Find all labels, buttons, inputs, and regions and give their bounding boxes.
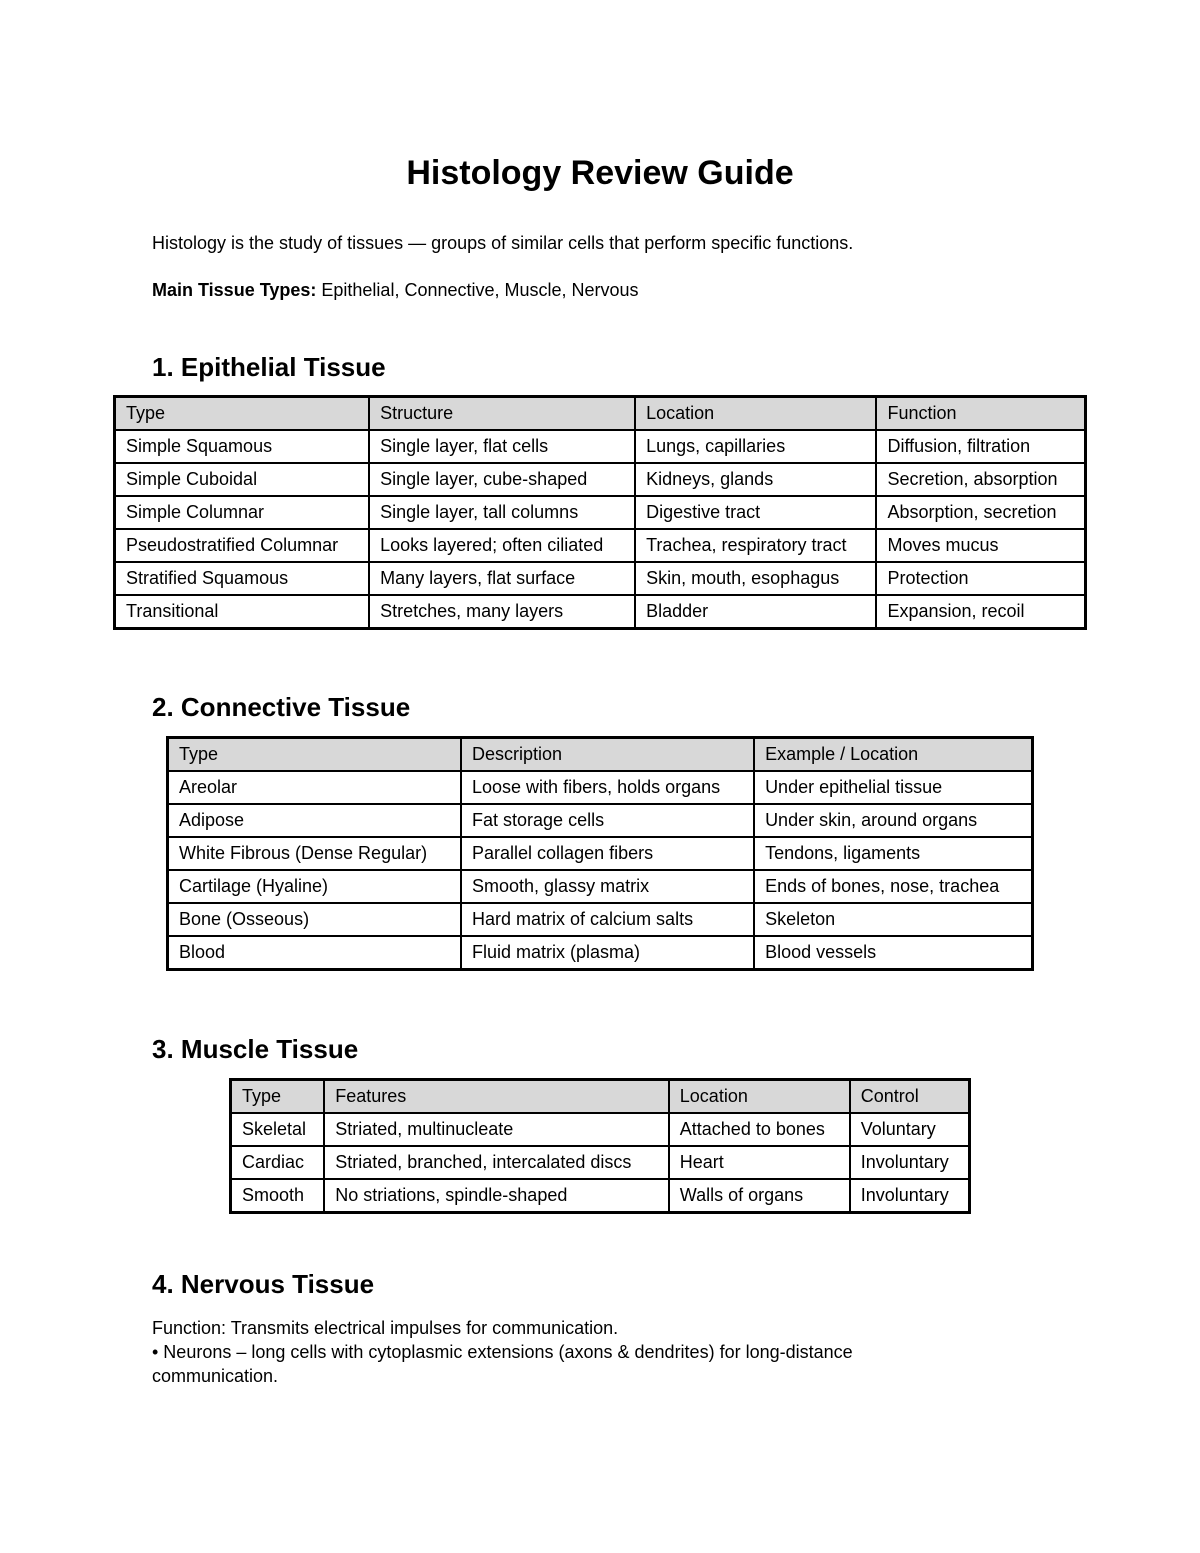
header-cell: Example / Location xyxy=(754,738,1032,772)
table-cell: Lungs, capillaries xyxy=(635,430,876,463)
header-cell: Control xyxy=(850,1080,970,1114)
table-cell: Walls of organs xyxy=(669,1179,850,1213)
table-cell: Attached to bones xyxy=(669,1113,850,1146)
table-cell: Heart xyxy=(669,1146,850,1179)
header-cell: Type xyxy=(115,397,370,431)
table-cell: Smooth xyxy=(231,1179,325,1213)
connective-heading: 2. Connective Tissue xyxy=(152,692,411,722)
table-cell: Pseudostratified Columnar xyxy=(115,529,370,562)
table-cell: Adipose xyxy=(168,804,462,837)
table-cell: Simple Squamous xyxy=(115,430,370,463)
table-cell: Ends of bones, nose, trachea xyxy=(754,870,1032,903)
header-cell: Type xyxy=(168,738,462,772)
table-cell: Bladder xyxy=(635,595,876,629)
table-row xyxy=(231,1113,970,1146)
table-cell: Skin, mouth, esophagus xyxy=(635,562,876,595)
table-cell: White Fibrous (Dense Regular) xyxy=(168,837,462,870)
muscle-table xyxy=(229,1078,971,1214)
table-cell: Under epithelial tissue xyxy=(754,771,1032,804)
table-row xyxy=(115,595,1086,629)
table-cell: Looks layered; often ciliated xyxy=(369,529,635,562)
table-row xyxy=(168,936,1033,970)
table-cell: Simple Columnar xyxy=(115,496,370,529)
nervous-content xyxy=(152,1316,972,1388)
table-cell: Smooth, glassy matrix xyxy=(461,870,754,903)
table-header-row xyxy=(231,1080,970,1114)
table-row xyxy=(168,870,1033,903)
main-tissue-types xyxy=(152,280,639,301)
table-cell: Striated, branched, intercalated discs xyxy=(324,1146,669,1179)
header-cell: Location xyxy=(669,1080,850,1114)
table-row xyxy=(231,1179,970,1213)
main-types-value: Epithelial, Connective, Muscle, Nervous xyxy=(316,280,639,300)
table-row xyxy=(231,1146,970,1179)
table-row xyxy=(168,837,1033,870)
table-cell: Moves mucus xyxy=(876,529,1085,562)
table-cell: Parallel collagen fibers xyxy=(461,837,754,870)
table-cell: Skeleton xyxy=(754,903,1032,936)
table-row xyxy=(115,496,1086,529)
table-row xyxy=(115,430,1086,463)
table-cell: Bone (Osseous) xyxy=(168,903,462,936)
header-cell: Location xyxy=(635,397,876,431)
table-row xyxy=(115,562,1086,595)
table-cell: Cardiac xyxy=(231,1146,325,1179)
muscle-heading: 3. Muscle Tissue xyxy=(152,1034,359,1064)
table-row xyxy=(115,463,1086,496)
header-cell: Type xyxy=(231,1080,325,1114)
table-cell: Absorption, secretion xyxy=(876,496,1085,529)
table-cell: Cartilage (Hyaline) xyxy=(168,870,462,903)
table-cell: No striations, spindle-shaped xyxy=(324,1179,669,1213)
table-cell: Striated, multinucleate xyxy=(324,1113,669,1146)
header-cell: Features xyxy=(324,1080,669,1114)
table-cell: Areolar xyxy=(168,771,462,804)
header-cell: Description xyxy=(461,738,754,772)
nervous-function: Function: Transmits electrical impulses for communication. xyxy=(152,1318,619,1338)
main-types-label: Main Tissue Types: xyxy=(152,280,317,300)
table-cell: Voluntary xyxy=(850,1113,970,1146)
table-cell: Hard matrix of calcium salts xyxy=(461,903,754,936)
table-cell: Single layer, flat cells xyxy=(369,430,635,463)
table-cell: Single layer, tall columns xyxy=(369,496,635,529)
table-cell: Secretion, absorption xyxy=(876,463,1085,496)
nervous-heading: 4. Nervous Tissue xyxy=(152,1269,375,1299)
connective-table xyxy=(166,736,1034,971)
table-cell: Stratified Squamous xyxy=(115,562,370,595)
page-title: Histology Review Guide xyxy=(406,154,794,192)
table-cell: Expansion, recoil xyxy=(876,595,1085,629)
table-header-row xyxy=(168,738,1033,772)
table-cell: Fat storage cells xyxy=(461,804,754,837)
table-cell: Transitional xyxy=(115,595,370,629)
table-cell: Simple Cuboidal xyxy=(115,463,370,496)
table-cell: Tendons, ligaments xyxy=(754,837,1032,870)
table-cell: Protection xyxy=(876,562,1085,595)
table-row xyxy=(168,804,1033,837)
table-cell: Stretches, many layers xyxy=(369,595,635,629)
header-cell: Structure xyxy=(369,397,635,431)
table-row xyxy=(168,903,1033,936)
epithelial-table xyxy=(113,395,1087,630)
intro-text: Histology is the study of tissues — groups of similar cells that perform specific functions. xyxy=(152,233,854,253)
table-row xyxy=(168,771,1033,804)
table-cell: Diffusion, filtration xyxy=(876,430,1085,463)
table-cell: Fluid matrix (plasma) xyxy=(461,936,754,970)
table-cell: Under skin, around organs xyxy=(754,804,1032,837)
table-header-row xyxy=(115,397,1086,431)
table-cell: Blood vessels xyxy=(754,936,1032,970)
table-cell: Skeletal xyxy=(231,1113,325,1146)
table-cell: Single layer, cube-shaped xyxy=(369,463,635,496)
header-cell: Function xyxy=(876,397,1085,431)
table-cell: Trachea, respiratory tract xyxy=(635,529,876,562)
table-cell: Kidneys, glands xyxy=(635,463,876,496)
nervous-neurons: • Neurons – long cells with cytoplasmic extensions (axons & dendrites) for long-distance communication. xyxy=(152,1342,853,1386)
table-cell: Many layers, flat surface xyxy=(369,562,635,595)
table-row xyxy=(115,529,1086,562)
table-cell: Blood xyxy=(168,936,462,970)
table-cell: Loose with fibers, holds organs xyxy=(461,771,754,804)
table-cell: Involuntary xyxy=(850,1179,970,1213)
table-cell: Involuntary xyxy=(850,1146,970,1179)
epithelial-heading: 1. Epithelial Tissue xyxy=(152,352,386,382)
table-cell: Digestive tract xyxy=(635,496,876,529)
